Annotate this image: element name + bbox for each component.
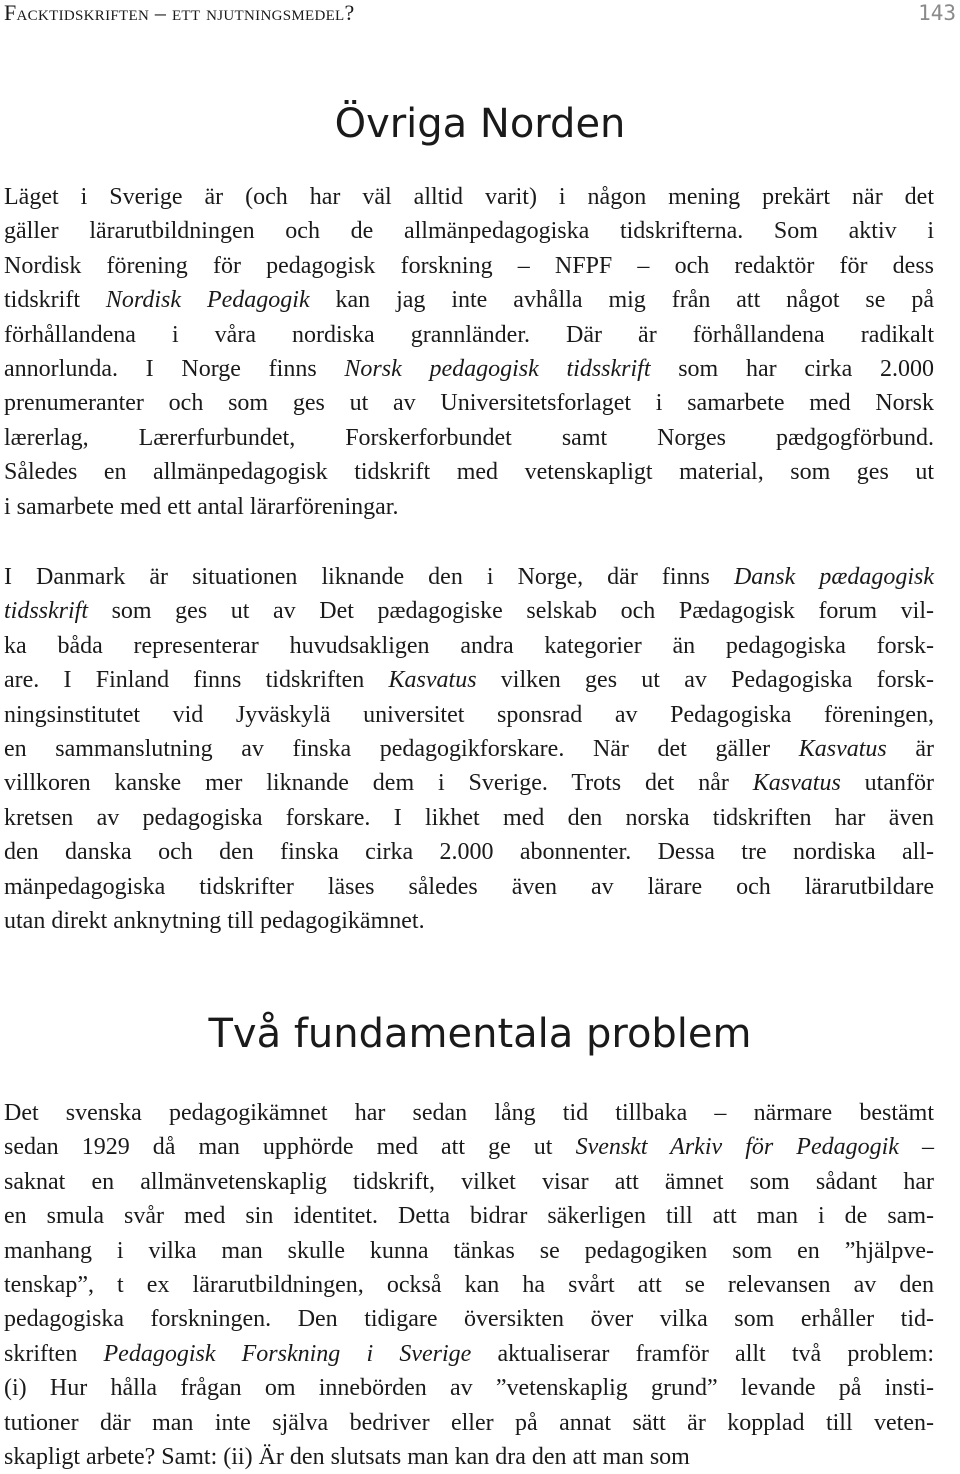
italic-title: Nordisk Pedagogik	[105, 287, 310, 314]
paragraph-sverige	[4, 180, 934, 524]
text-line: tidsskrift som ges ut av Det pædagogiske selskab och Pædagogisk forum vil-	[4, 598, 934, 625]
text-line: tutioner där man inte själva bedriver eller på annat sätt är kopplad till veten-	[4, 1409, 934, 1436]
running-header	[4, 0, 956, 30]
section-heading-tva-fundamentala-problem: Två fundamentala problem	[208, 1011, 752, 1057]
text-line: I Danmark är situationen liknande den i Norge, där finns Dansk pædagogisk	[4, 564, 934, 590]
text-line: mänpedagogiska tidskrifter läses således även av lärare och lärarutbildare	[4, 873, 934, 900]
paragraph-danmark-finland	[4, 560, 934, 938]
running-title: Facktidskriften – ett njutningsmedel?	[4, 0, 355, 25]
italic-title: Kasvatus	[388, 667, 477, 694]
text-line: tidskrift Nordisk Pedagogik kan jag inte avhålla mig från att något se på	[4, 287, 934, 314]
text-line: tenskap”, t ex lärarutbildningen, också kan ha svårt att se relevansen av den	[4, 1271, 934, 1298]
text-line: manhang i vilka man skulle kunna tänkas se pedagogiken som en ”hjälpve-	[4, 1237, 934, 1264]
italic-title: Pedagogisk Forskning i Sverige	[103, 1340, 472, 1367]
text-line: annorlunda. I Norge finns Norsk pedagogisk tidsskrift som har cirka 2.000	[4, 355, 934, 382]
section-heading-ovriga-norden: Övriga Norden	[334, 101, 626, 147]
italic-title: tidsskrift	[4, 598, 89, 625]
text-line: i samarbete med ett antal lärarföreningar.	[4, 493, 399, 520]
text-line: ningsinstitutet vid Jyväskylä universitet sponsrad av Pedagogiska föreningen,	[4, 701, 934, 728]
italic-title: Kasvatus	[798, 735, 887, 762]
text-line: sedan 1929 då man upphörde med att ge ut Svenskt Arkiv för Pedagogik –	[4, 1134, 935, 1161]
text-line: skapligt arbete? Samt: (ii) Är den slutsats man kan dra den att man som	[4, 1443, 690, 1470]
text-line: are. I Finland finns tidskriften Kasvatus vilken ges ut av Pedagogiska forsk-	[4, 667, 934, 694]
text-line: gäller lärarutbildningen och de allmänpedagogiska tidskrifterna. Som aktiv i	[4, 218, 934, 245]
italic-title: Dansk pædagogisk	[733, 564, 934, 590]
text-line: skriften Pedagogisk Forskning i Sverige aktualiserar framför allt två problem:	[4, 1340, 935, 1367]
text-line: den danska och den finska cirka 2.000 abonnenter. Dessa tre nordiska all-	[4, 839, 934, 866]
text-line: Nordisk förening för pedagogisk forskning – NFPF – och redaktör för dess	[4, 252, 934, 279]
text-line: utan direkt anknytning till pedagogikämnet.	[4, 907, 425, 934]
page-number: 143	[918, 1, 956, 25]
text-line: ka båda representerar huvudsakligen andra kategorier än pedagogiska forsk-	[4, 632, 934, 659]
text-line: en smula svår med sin identitet. Detta bidrar säkerligen till att man i de sam-	[4, 1203, 934, 1230]
text-line: Det svenska pedagogikämnet har sedan lång tid tillbaka – närmare bestämt	[4, 1100, 934, 1126]
italic-title: Kasvatus	[752, 770, 841, 797]
text-line: (i) Hur hålla frågan om innebörden av ”vetenskaplig grund” levande på insti-	[4, 1375, 934, 1402]
italic-title: Norsk pedagogisk tidsskrift	[344, 355, 651, 382]
text-line: kretsen av pedagogiska forskare. I likhet med den norska tidskriften har även	[4, 804, 934, 831]
italic-title: Svenskt Arkiv för Pedagogik	[575, 1134, 899, 1161]
text-line: pedagogiska forskningen. Den tidigare översikten över vilka som erhåller tid-	[4, 1306, 934, 1333]
text-line: villkoren kanske mer liknande dem i Sverige. Trots det når Kasvatus utanför	[4, 770, 934, 797]
text-line: Således en allmänpedagogisk tidskrift med vetenskapligt material, som ges ut	[4, 459, 934, 486]
text-line: lærerlag, Lærerfurbundet, Forskerforbundet samt Norges pædgogförbund.	[4, 424, 934, 451]
text-line: en sammanslutning av finska pedagogikforskare. När det gäller Kasvatus är	[4, 735, 934, 762]
paragraph-pedagogikamnet	[4, 1096, 934, 1474]
text-line: prenumeranter och som ges ut av Universitetsforlaget i samarbete med Norsk	[4, 390, 934, 417]
text-line: saknat en allmänvetenskaplig tidskrift, vilket visar att ämnet som sådant har	[4, 1168, 934, 1195]
text-line: förhållandena i våra nordiska grannländer. Där är förhållandena radikalt	[4, 321, 934, 348]
text-line: Läget i Sverige är (och har väl alltid varit) i någon mening prekärt när det	[4, 184, 934, 210]
